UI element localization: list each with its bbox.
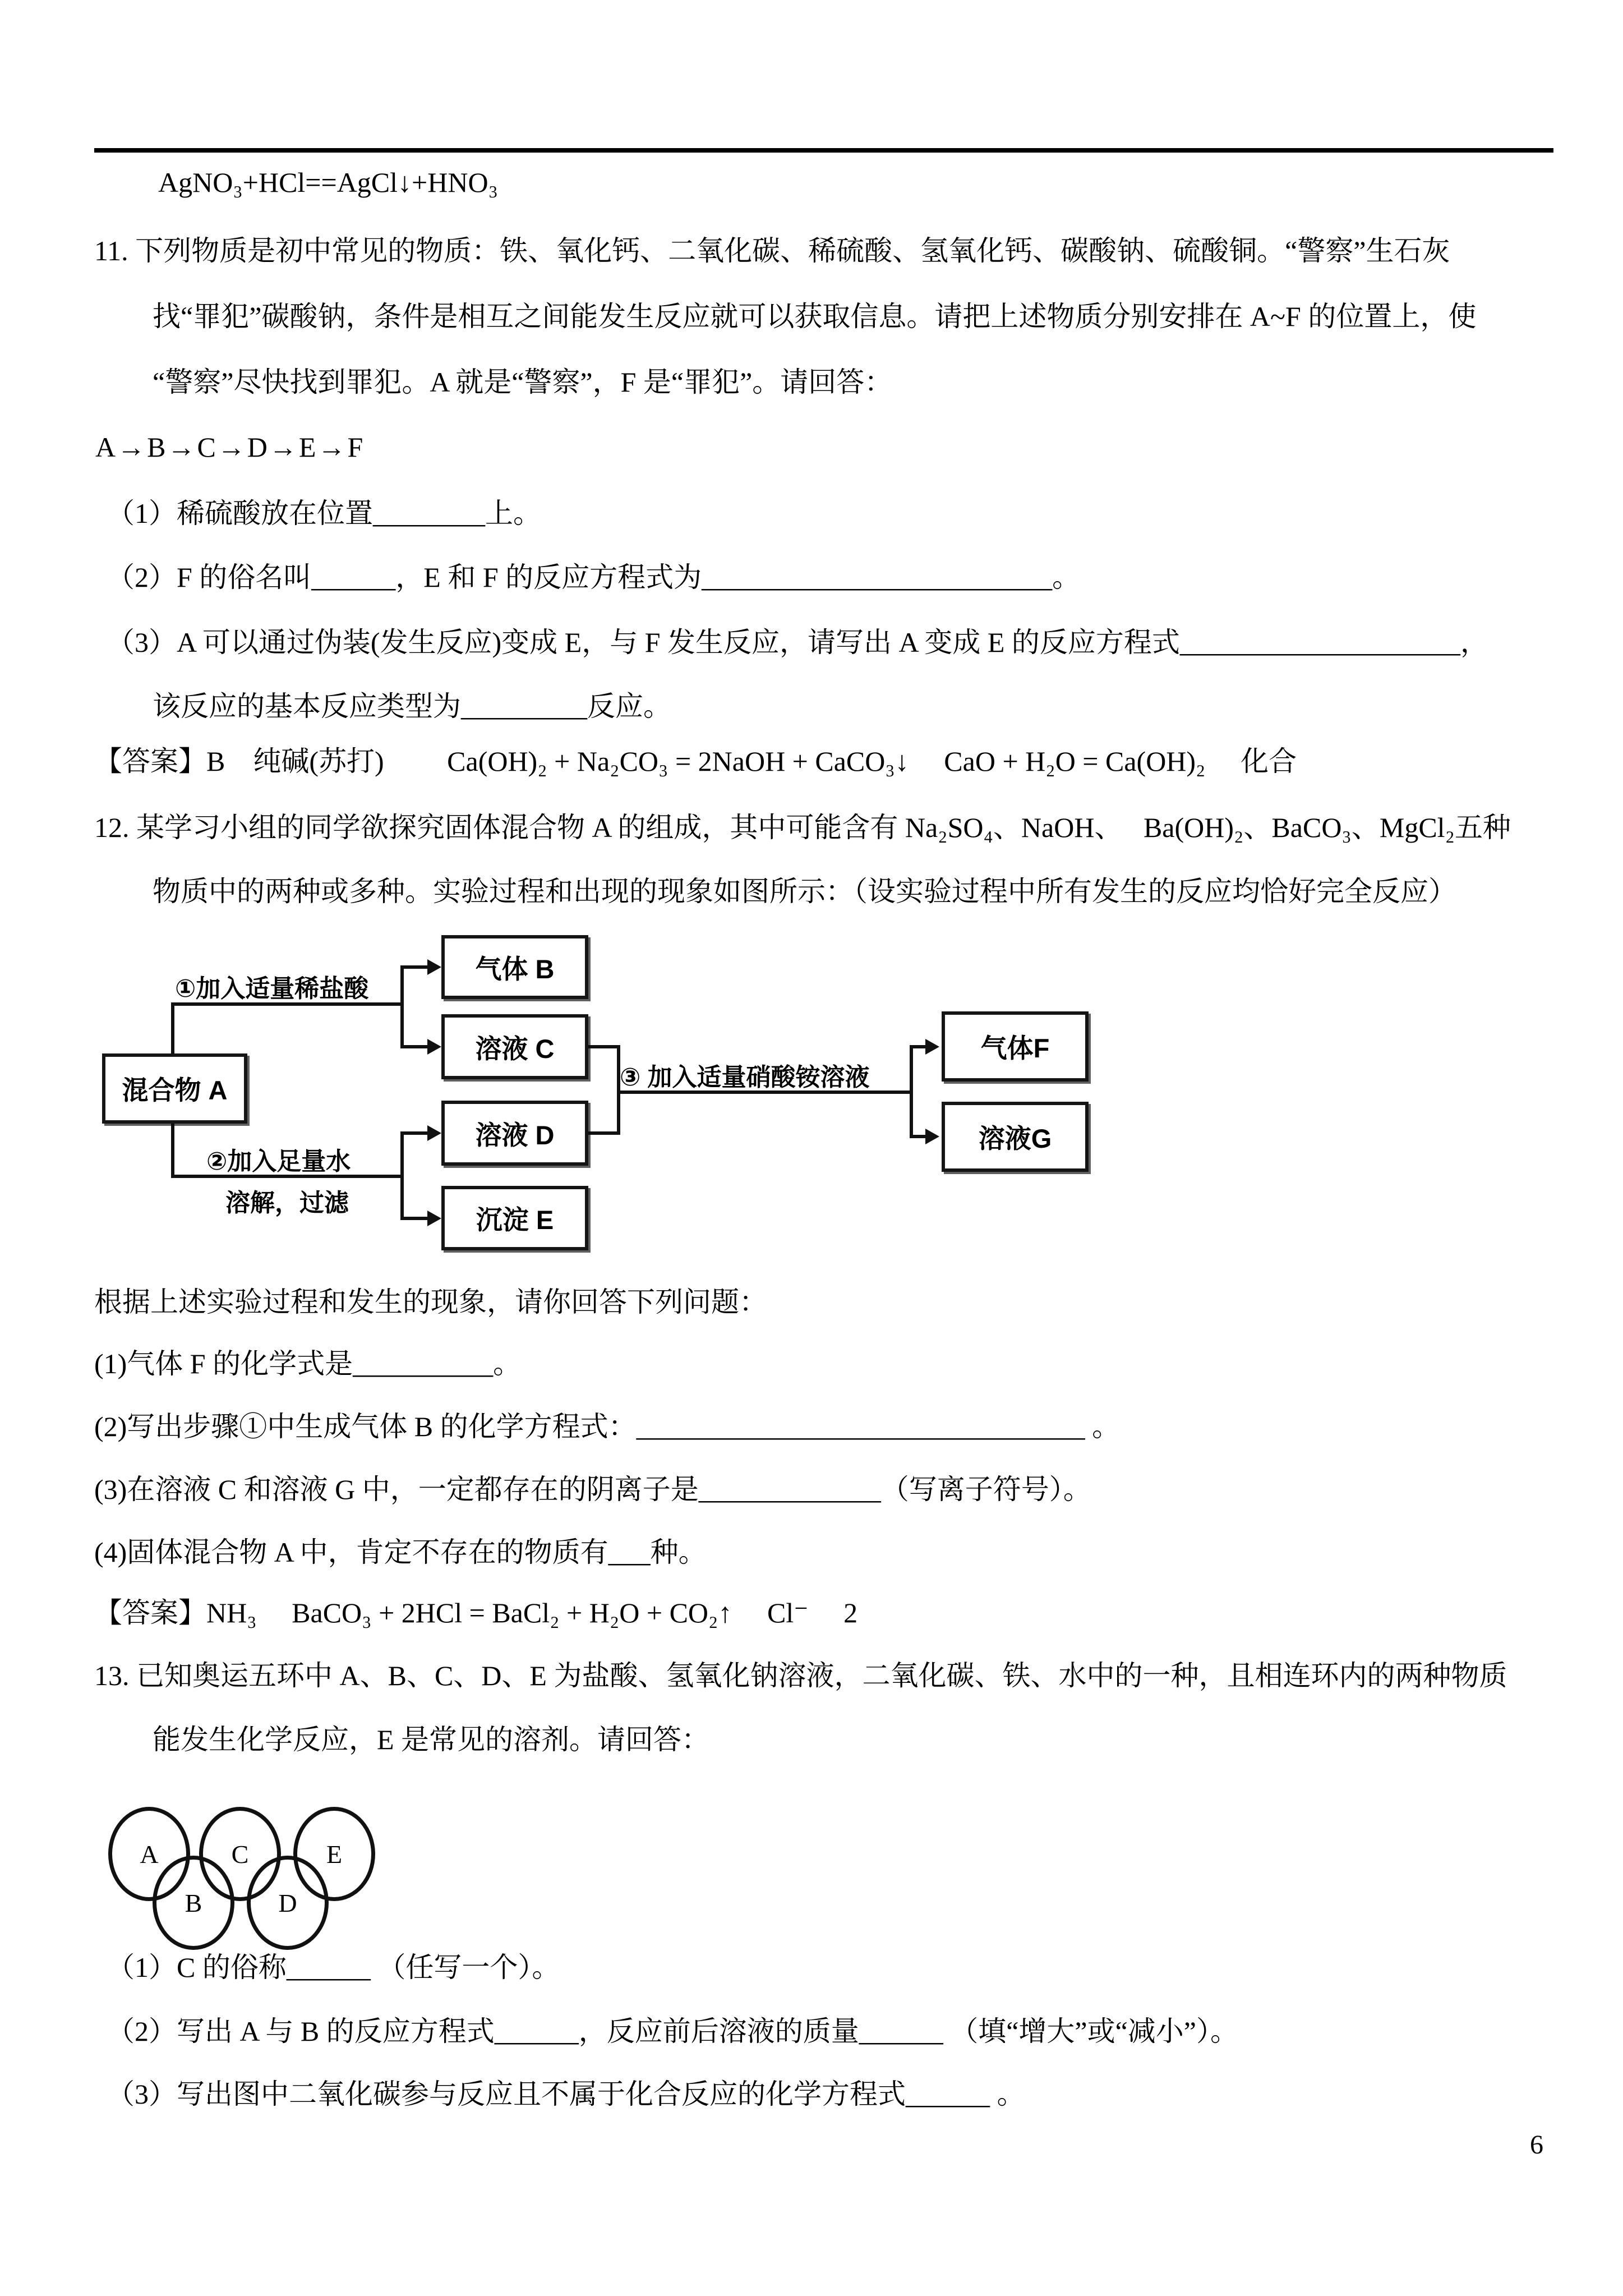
q13-line2: 能发生化学反应，E 是常见的溶剂。请回答： bbox=[153, 1724, 710, 1755]
box-solution-d: 溶液 D bbox=[441, 1101, 588, 1166]
q11-sub3b: 该反应的基本反应类型为_________反应。 bbox=[153, 691, 671, 722]
ring-b bbox=[153, 1856, 234, 1950]
q11-line1: 11. 下列物质是初中常见的物质：铁、氧化钙、二氧化碳、稀硫酸、氢氧化钙、碳酸钠、硫酸铜。“警察”生石灰 bbox=[94, 235, 1450, 266]
step2b-label: 溶解，过滤 bbox=[225, 1189, 349, 1217]
connector-a-up bbox=[171, 1004, 174, 1056]
header-rule bbox=[94, 148, 1553, 153]
ring-a-label: A bbox=[140, 1839, 159, 1869]
arrow-line-b bbox=[400, 965, 431, 969]
q11-chain: A→B→C→D→E→F bbox=[95, 431, 365, 463]
box-solution-g: 溶液G bbox=[942, 1102, 1089, 1172]
q13-sub3: （3）写出图中二氧化碳参与反应且不属于化合反应的化学方程式______ 。 bbox=[107, 2078, 1025, 2110]
arrow-line-e bbox=[400, 1217, 431, 1220]
q12-sub1: (1)气体 F 的化学式是__________。 bbox=[94, 1348, 522, 1379]
arrowhead-g-icon bbox=[925, 1129, 939, 1144]
page-number: 6 bbox=[1530, 2130, 1543, 2160]
q11-line3: “警察”尽快找到罪犯。A 就是“警察”，F 是“罪犯”。请回答： bbox=[153, 366, 893, 398]
ring-b-label: B bbox=[185, 1888, 202, 1917]
connector-branch3 bbox=[910, 1045, 913, 1138]
q12-intro: 根据上述实验过程和发生的现象，请你回答下列问题： bbox=[94, 1286, 767, 1318]
q13-sub1: （1）C 的俗称______ （任写一个）。 bbox=[107, 1952, 560, 1983]
stub-c-right bbox=[588, 1045, 620, 1048]
box-solution-c: 溶液 C bbox=[441, 1014, 588, 1079]
q12-sub2: (2)写出步骤①中生成气体 B 的化学方程式：________________________________ 。 bbox=[94, 1411, 1121, 1442]
arrow-line-c bbox=[400, 1045, 431, 1048]
arrowhead-e-icon bbox=[427, 1211, 441, 1226]
box-gas-f: 气体F bbox=[942, 1011, 1089, 1082]
arrowhead-b-icon bbox=[427, 959, 441, 975]
q12-answer: 【答案】NH₃ BaCO₃ + 2HCl = BaCl₂ + H₂O + CO₂↑ Cl⁻ 2 bbox=[94, 1597, 858, 1628]
q11-answer: 【答案】B 纯碱(苏打) Ca(OH)₂ + Na₂CO₃ = 2NaOH + CaCO₃↓ CaO + H₂O = Ca(OH)₂ 化合 bbox=[94, 746, 1297, 777]
ring-d-label: D bbox=[278, 1888, 297, 1917]
q11-sub3a: （3）A 可以通过伪装(发生反应)变成 E，与 F 发生反应，请写出 A 变成 E 的反应方程式____________________， bbox=[107, 627, 1488, 658]
stub-d-right bbox=[588, 1131, 620, 1135]
arrow-line-d bbox=[400, 1131, 431, 1135]
box-mixture-a: 混合物 A bbox=[102, 1053, 247, 1124]
prev-answer-formula: AgNO₃+HCl==AgCl↓+HNO₃ bbox=[158, 167, 499, 198]
connector-branch2 bbox=[400, 1131, 404, 1220]
q12-line2: 物质中的两种或多种。实验过程和出现的现象如图所示：（设实验过程中所有发生的反应均恰好完全反应） bbox=[153, 876, 1456, 907]
ring-c-label: C bbox=[231, 1839, 249, 1869]
arrowhead-c-icon bbox=[427, 1039, 441, 1055]
ring-e-label: E bbox=[326, 1839, 343, 1869]
q11-sub2: （2）F 的俗名叫______，E 和 F 的反应方程式为_________________________。 bbox=[107, 562, 1081, 593]
q13-line1: 13. 已知奥运五环中 A、B、C、D、E 为盐酸、氢氧化钠溶液，二氧化碳、铁、水中的一种，且相连环内的两种物质 bbox=[94, 1660, 1507, 1691]
q11-line2: 找“罪犯”碳酸钠，条件是相互之间能发生反应就可以获取信息。请把上述物质分别安排在 A~F 的位置上，使 bbox=[153, 301, 1477, 332]
ring-d bbox=[247, 1856, 329, 1950]
arrowhead-f-icon bbox=[925, 1039, 939, 1055]
q12-sub3: (3)在溶液 C 和溶液 G 中，一定都存在的阴离子是_____________（写离子符号）。 bbox=[94, 1474, 1091, 1505]
q13-sub2: （2）写出 A 与 B 的反应方程式______，反应前后溶液的质量______ （填“增大”或“减小”）。 bbox=[107, 2016, 1238, 2047]
q12-sub4: (4)固体混合物 A 中，肯定不存在的物质有___种。 bbox=[94, 1536, 707, 1568]
step2-label: ②加入足量水 bbox=[206, 1148, 351, 1175]
q11-sub1: （1）稀硫酸放在位置________上。 bbox=[107, 498, 541, 529]
connector-branch1 bbox=[400, 965, 404, 1048]
arrowhead-d-icon bbox=[427, 1125, 441, 1141]
box-precipitate-e: 沉淀 E bbox=[441, 1186, 588, 1250]
step3-label: ③ 加入适量硝酸铵溶液 bbox=[620, 1064, 870, 1091]
step1-label: ①加入适量稀盐酸 bbox=[175, 975, 369, 1002]
box-gas-b: 气体 B bbox=[441, 935, 588, 999]
q12-line1: 12. 某学习小组的同学欲探究固体混合物 A 的组成，其中可能含有 Na₂SO₄、NaOH、 Ba(OH)₂、BaCO₃、MgCl₂五种 bbox=[94, 812, 1511, 843]
connector-a-down bbox=[171, 1122, 174, 1178]
